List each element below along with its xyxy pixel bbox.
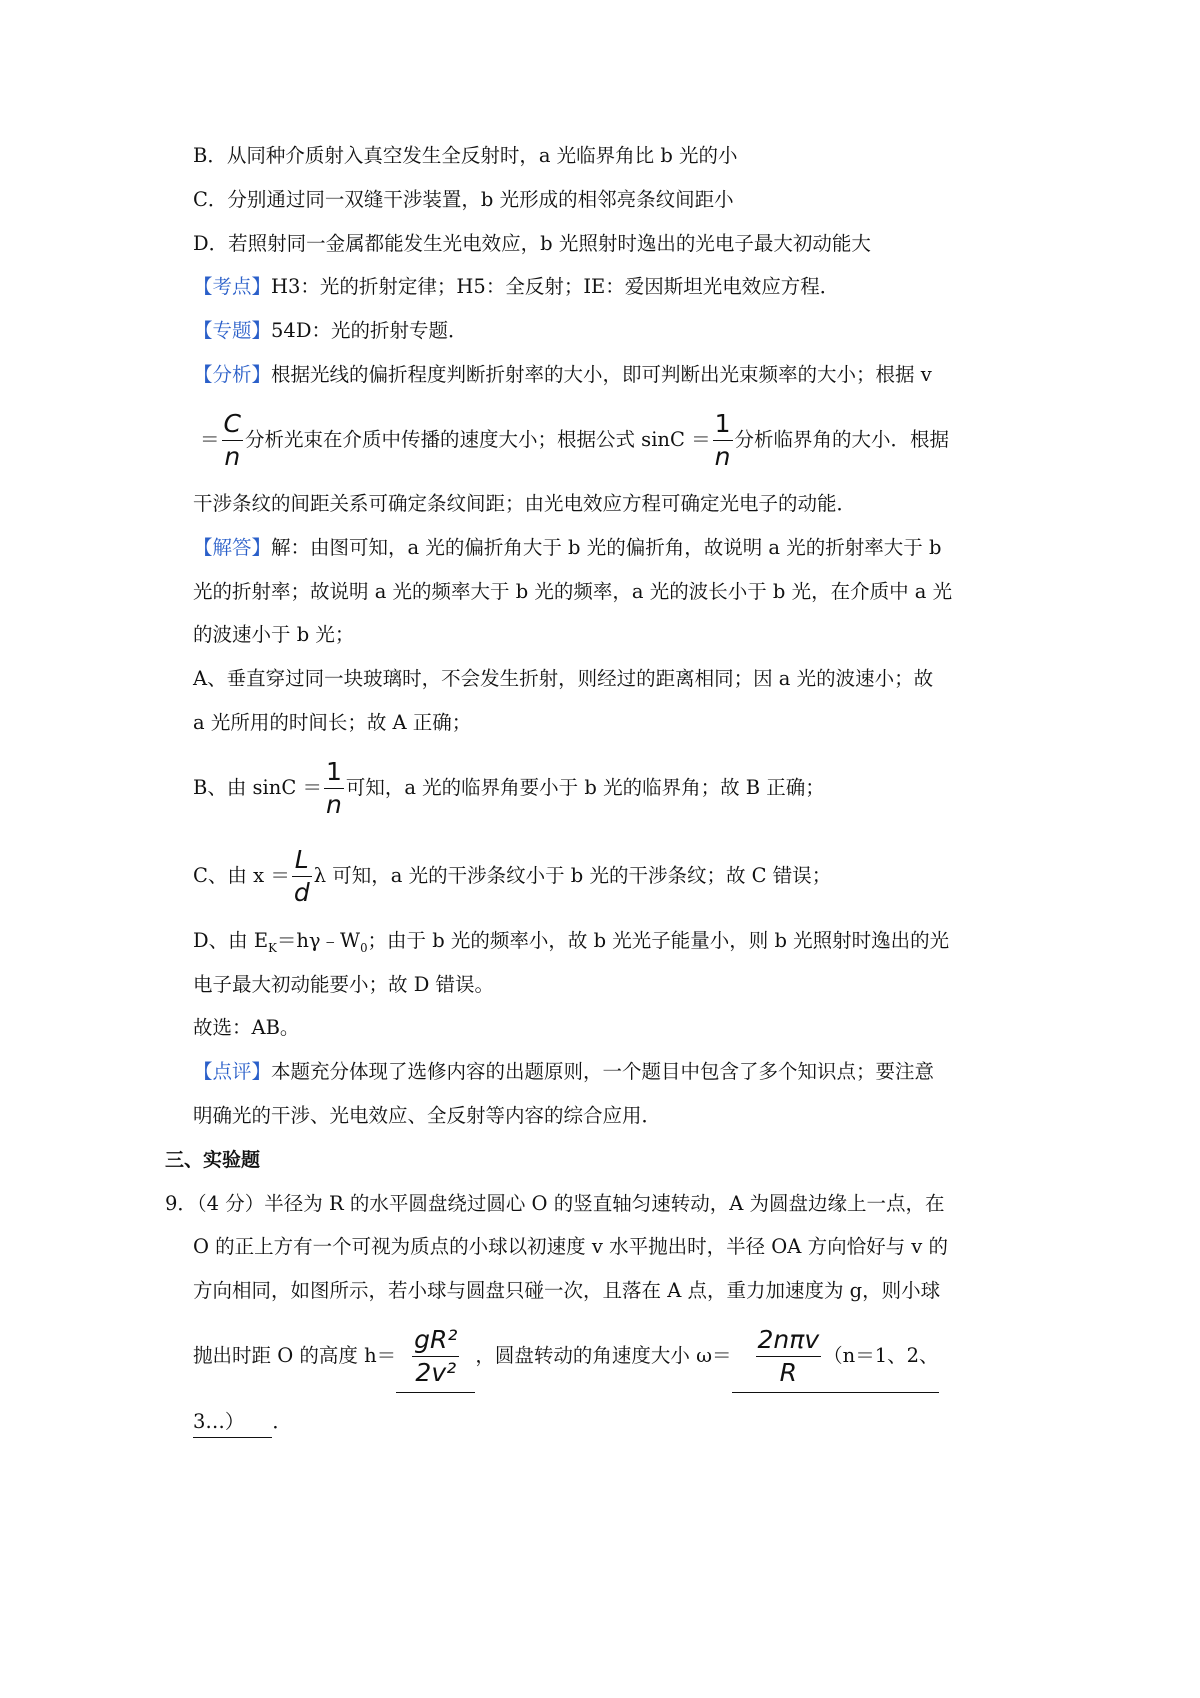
jieda-c-post: λ 可知，a 光的干涉条纹小于 b 光的干涉条纹；故 C 错误； xyxy=(313,864,832,887)
option-b: B．从同种介质射入真空发生全反射时，a 光临界角比 b 光的小 xyxy=(193,144,738,167)
jieda-a-line-2: a 光所用的时间长；故 A 正确； xyxy=(193,711,472,734)
jieda-d-post: ；由于 b 光的频率小，故 b 光光子能量小，则 b 光照射时逸出的光 xyxy=(367,929,950,952)
jieda-a-line-1: A、垂直穿过同一块玻璃时，不会发生折射，则经过的距离相同；因 a 光的波速小；故 xyxy=(193,667,934,690)
frac-den: d xyxy=(293,878,310,907)
jieda-line-2: 光的折射率；故说明 a 光的频率大于 b 光的频率，a 光的波长小于 b 光，在介质中 a 光 xyxy=(193,580,953,603)
w0-subscript: 0 xyxy=(360,940,368,955)
jieda-d-mid: ＝hγ﹣W xyxy=(276,929,361,952)
q9-line-5 xyxy=(193,1407,292,1438)
jieda-c-pre: C、由 x ＝ xyxy=(193,864,290,887)
option-c: C．分别通过同一双缝干涉装置，b 光形成的相邻亮条纹间距小 xyxy=(193,188,734,211)
fraction-1-over-n-b xyxy=(324,756,344,821)
fenxi-eq: ＝ xyxy=(200,428,220,451)
frac-den: n xyxy=(714,442,731,471)
fraction-l-over-d xyxy=(292,844,312,909)
dianping-line-1 xyxy=(193,1057,934,1087)
omega-answer-cont: 3…） xyxy=(193,1407,272,1438)
q9-line-2: O 的正上方有一个可视为质点的小球以初速度 v 水平抛出时，半径 OA 方向恰好与 v 的 xyxy=(193,1235,948,1258)
fenxi-line-2 xyxy=(200,404,949,476)
q9-line-3: 方向相同，如图所示，若小球与圆盘只碰一次，且落在 A 点，重力加速度为 g，则小球 xyxy=(193,1279,941,1302)
fenxi-end: 分析临界角的大小．根据 xyxy=(734,428,950,451)
jieda-tag: 【解答】 xyxy=(193,536,272,559)
fraction-1-over-n xyxy=(713,408,733,473)
fenxi-line-1 xyxy=(193,360,932,390)
jieda-line-1 xyxy=(193,533,941,563)
frac-num: gR² xyxy=(414,1325,458,1354)
zhuanti-tag: 【专题】 xyxy=(193,319,272,342)
answer-line: 故选：AB。 xyxy=(193,1016,300,1039)
jieda-d-line-2: 电子最大初动能要小；故 D 错误。 xyxy=(193,973,495,996)
jieda-text-1: 解：由图可知，a 光的偏折角大于 b 光的偏折角，故说明 a 光的折射率大于 b xyxy=(271,536,942,559)
frac-num: 1 xyxy=(714,409,731,438)
jieda-b-line xyxy=(193,752,825,824)
jieda-d-line-1 xyxy=(193,926,949,963)
section-heading: 三、实验题 xyxy=(165,1149,261,1171)
dianping-text-1: 本题充分体现了选修内容的出题原则，一个题目中包含了多个知识点；要注意 xyxy=(271,1060,935,1083)
fraction-omega xyxy=(756,1324,822,1389)
q9-line-1: 9．（4 分）半径为 R 的水平圆盘绕过圆心 O 的竖直轴匀速转动，A 为圆盘边缘上一点，在 xyxy=(165,1192,945,1215)
frac-num: C xyxy=(223,409,241,438)
jieda-c-line xyxy=(193,840,831,912)
q9-period: ． xyxy=(272,1410,292,1433)
dianping-tag: 【点评】 xyxy=(193,1060,272,1083)
frac-den: n xyxy=(325,790,342,819)
option-d: D．若照射同一金属都能发生光电效应，b 光照射时逸出的光电子最大初动能大 xyxy=(193,232,871,255)
ek-subscript: K xyxy=(268,940,277,955)
fraction-h xyxy=(412,1324,459,1389)
kaodian-tag: 【考点】 xyxy=(193,275,272,298)
frac-num: 1 xyxy=(325,757,342,786)
zhuanti-line xyxy=(193,316,467,346)
jieda-d-pre: D、由 E xyxy=(193,929,269,952)
fenxi-tag: 【分析】 xyxy=(193,363,272,386)
dianping-line-2: 明确光的干涉、光电效应、全反射等内容的综合应用． xyxy=(193,1104,662,1127)
jieda-b-pre: B、由 sinC ＝ xyxy=(193,776,322,799)
frac-num: L xyxy=(294,845,309,874)
frac-den: n xyxy=(224,442,241,471)
frac-num: 2nπv xyxy=(757,1325,820,1354)
kaodian-text: H3：光的折射定律；H5：全反射；IE：爱因斯坦光电效应方程． xyxy=(271,275,840,298)
fenxi-line-3: 干涉条纹的间距关系可确定条纹间距；由光电效应方程可确定光电子的动能． xyxy=(193,492,857,515)
h-prefix: 抛出时距 O 的高度 h＝ xyxy=(193,1344,397,1367)
fraction-c-over-n xyxy=(222,408,243,473)
q9-line-4 xyxy=(193,1320,939,1393)
kaodian-line xyxy=(193,272,839,302)
w-prefix: ，圆盘转动的角速度大小 ω＝ xyxy=(475,1344,732,1367)
fenxi-mid: 分析光束在介质中传播的速度大小；根据公式 sinC ＝ xyxy=(244,428,711,451)
h-answer-blank xyxy=(396,1320,475,1393)
omega-tail: （n＝1、2、 xyxy=(823,1344,939,1367)
jieda-b-post: 可知，a 光的临界角要小于 b 光的临界角；故 B 正确； xyxy=(345,776,825,799)
frac-den: R xyxy=(779,1358,798,1387)
jieda-line-3: 的波速小于 b 光； xyxy=(193,623,355,646)
fenxi-text-1: 根据光线的偏折程度判断折射率的大小，即可判断出光束频率的大小；根据 v xyxy=(271,363,932,386)
frac-den: 2v² xyxy=(415,1358,457,1387)
zhuanti-text: 54D：光的折射专题． xyxy=(271,319,468,342)
omega-answer-blank xyxy=(732,1320,939,1393)
